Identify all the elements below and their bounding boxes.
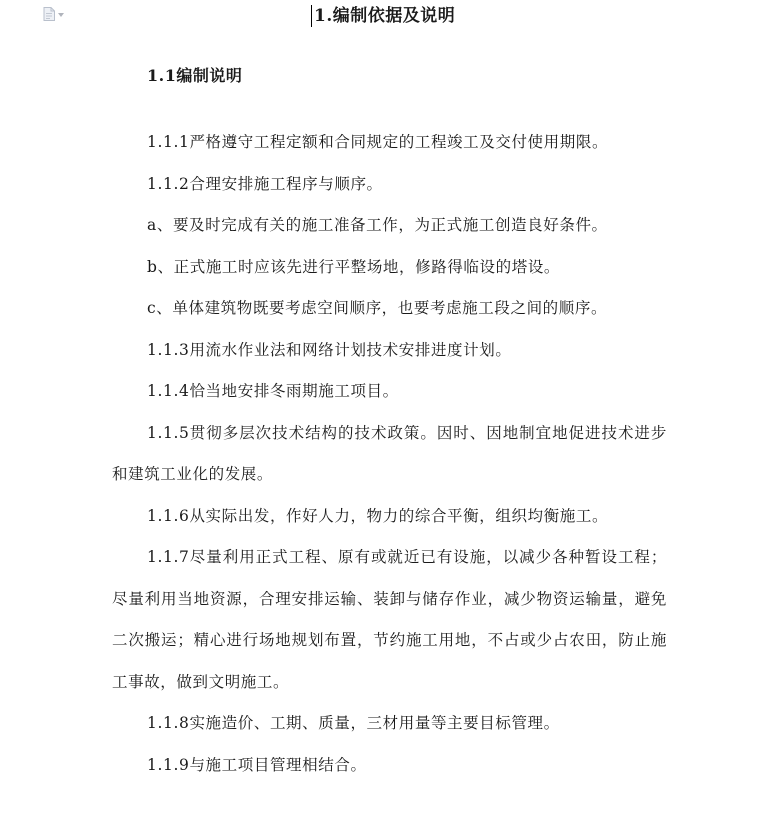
text-cursor: [311, 5, 312, 27]
section-heading: 1.1编制说明: [147, 66, 243, 85]
paragraph-1-1-3: 1.1.3用流水作业法和网络计划技术安排进度计划。: [147, 340, 512, 359]
document-body: [112, 122, 667, 786]
paragraph-c: c、单体建筑物既要考虑空间顺序，也要考虑施工段之间的顺序。: [147, 299, 608, 317]
paragraph-1-1-7: 1.1.7尽量利用正式工程、原有或就近已有设施，以减少各种暂设工程；尽量利用当地资源，合理安排运输、装卸与储存作业，减少物资运输量，避免二次搬运；精心进行场地规划布置，节约施工用地，不占或少占农田，防止施工事故，做到文明施工。: [112, 548, 667, 691]
paragraph-1-1-9: 1.1.9与施工项目管理相结合。: [147, 755, 367, 774]
caret-down-icon: [58, 13, 64, 17]
paragraph-b: b、正式施工时应该先进行平整场地，修路得临设的塔设。: [147, 257, 561, 276]
paragraph-1-1-6: 1.1.6从实际出发，作好人力，物力的综合平衡，组织均衡施工。: [147, 506, 609, 525]
paragraph-1-1-2: 1.1.2合理安排施工程序与顺序。: [147, 174, 383, 193]
paragraph-1-1-1: 1.1.1严格遵守工程定额和合同规定的工程竣工及交付使用期限。: [147, 133, 609, 151]
document-icon: [43, 7, 55, 21]
document-menu-button[interactable]: [43, 7, 69, 21]
paragraph-1-1-5: 1.1.5贯彻多层次技术结构的技术政策。因时、因地制宜地促进技术进步和建筑工业化的发展。: [112, 423, 667, 483]
paragraph-a: a、要及时完成有关的施工准备工作，为正式施工创造良好条件。: [147, 216, 608, 234]
document-title: 1.编制依据及说明: [314, 6, 456, 26]
paragraph-1-1-4: 1.1.4恰当地安排冬雨期施工项目。: [147, 382, 399, 400]
paragraph-1-1-8: 1.1.8实施造价、工期、质量，三材用量等主要目标管理。: [147, 714, 560, 732]
